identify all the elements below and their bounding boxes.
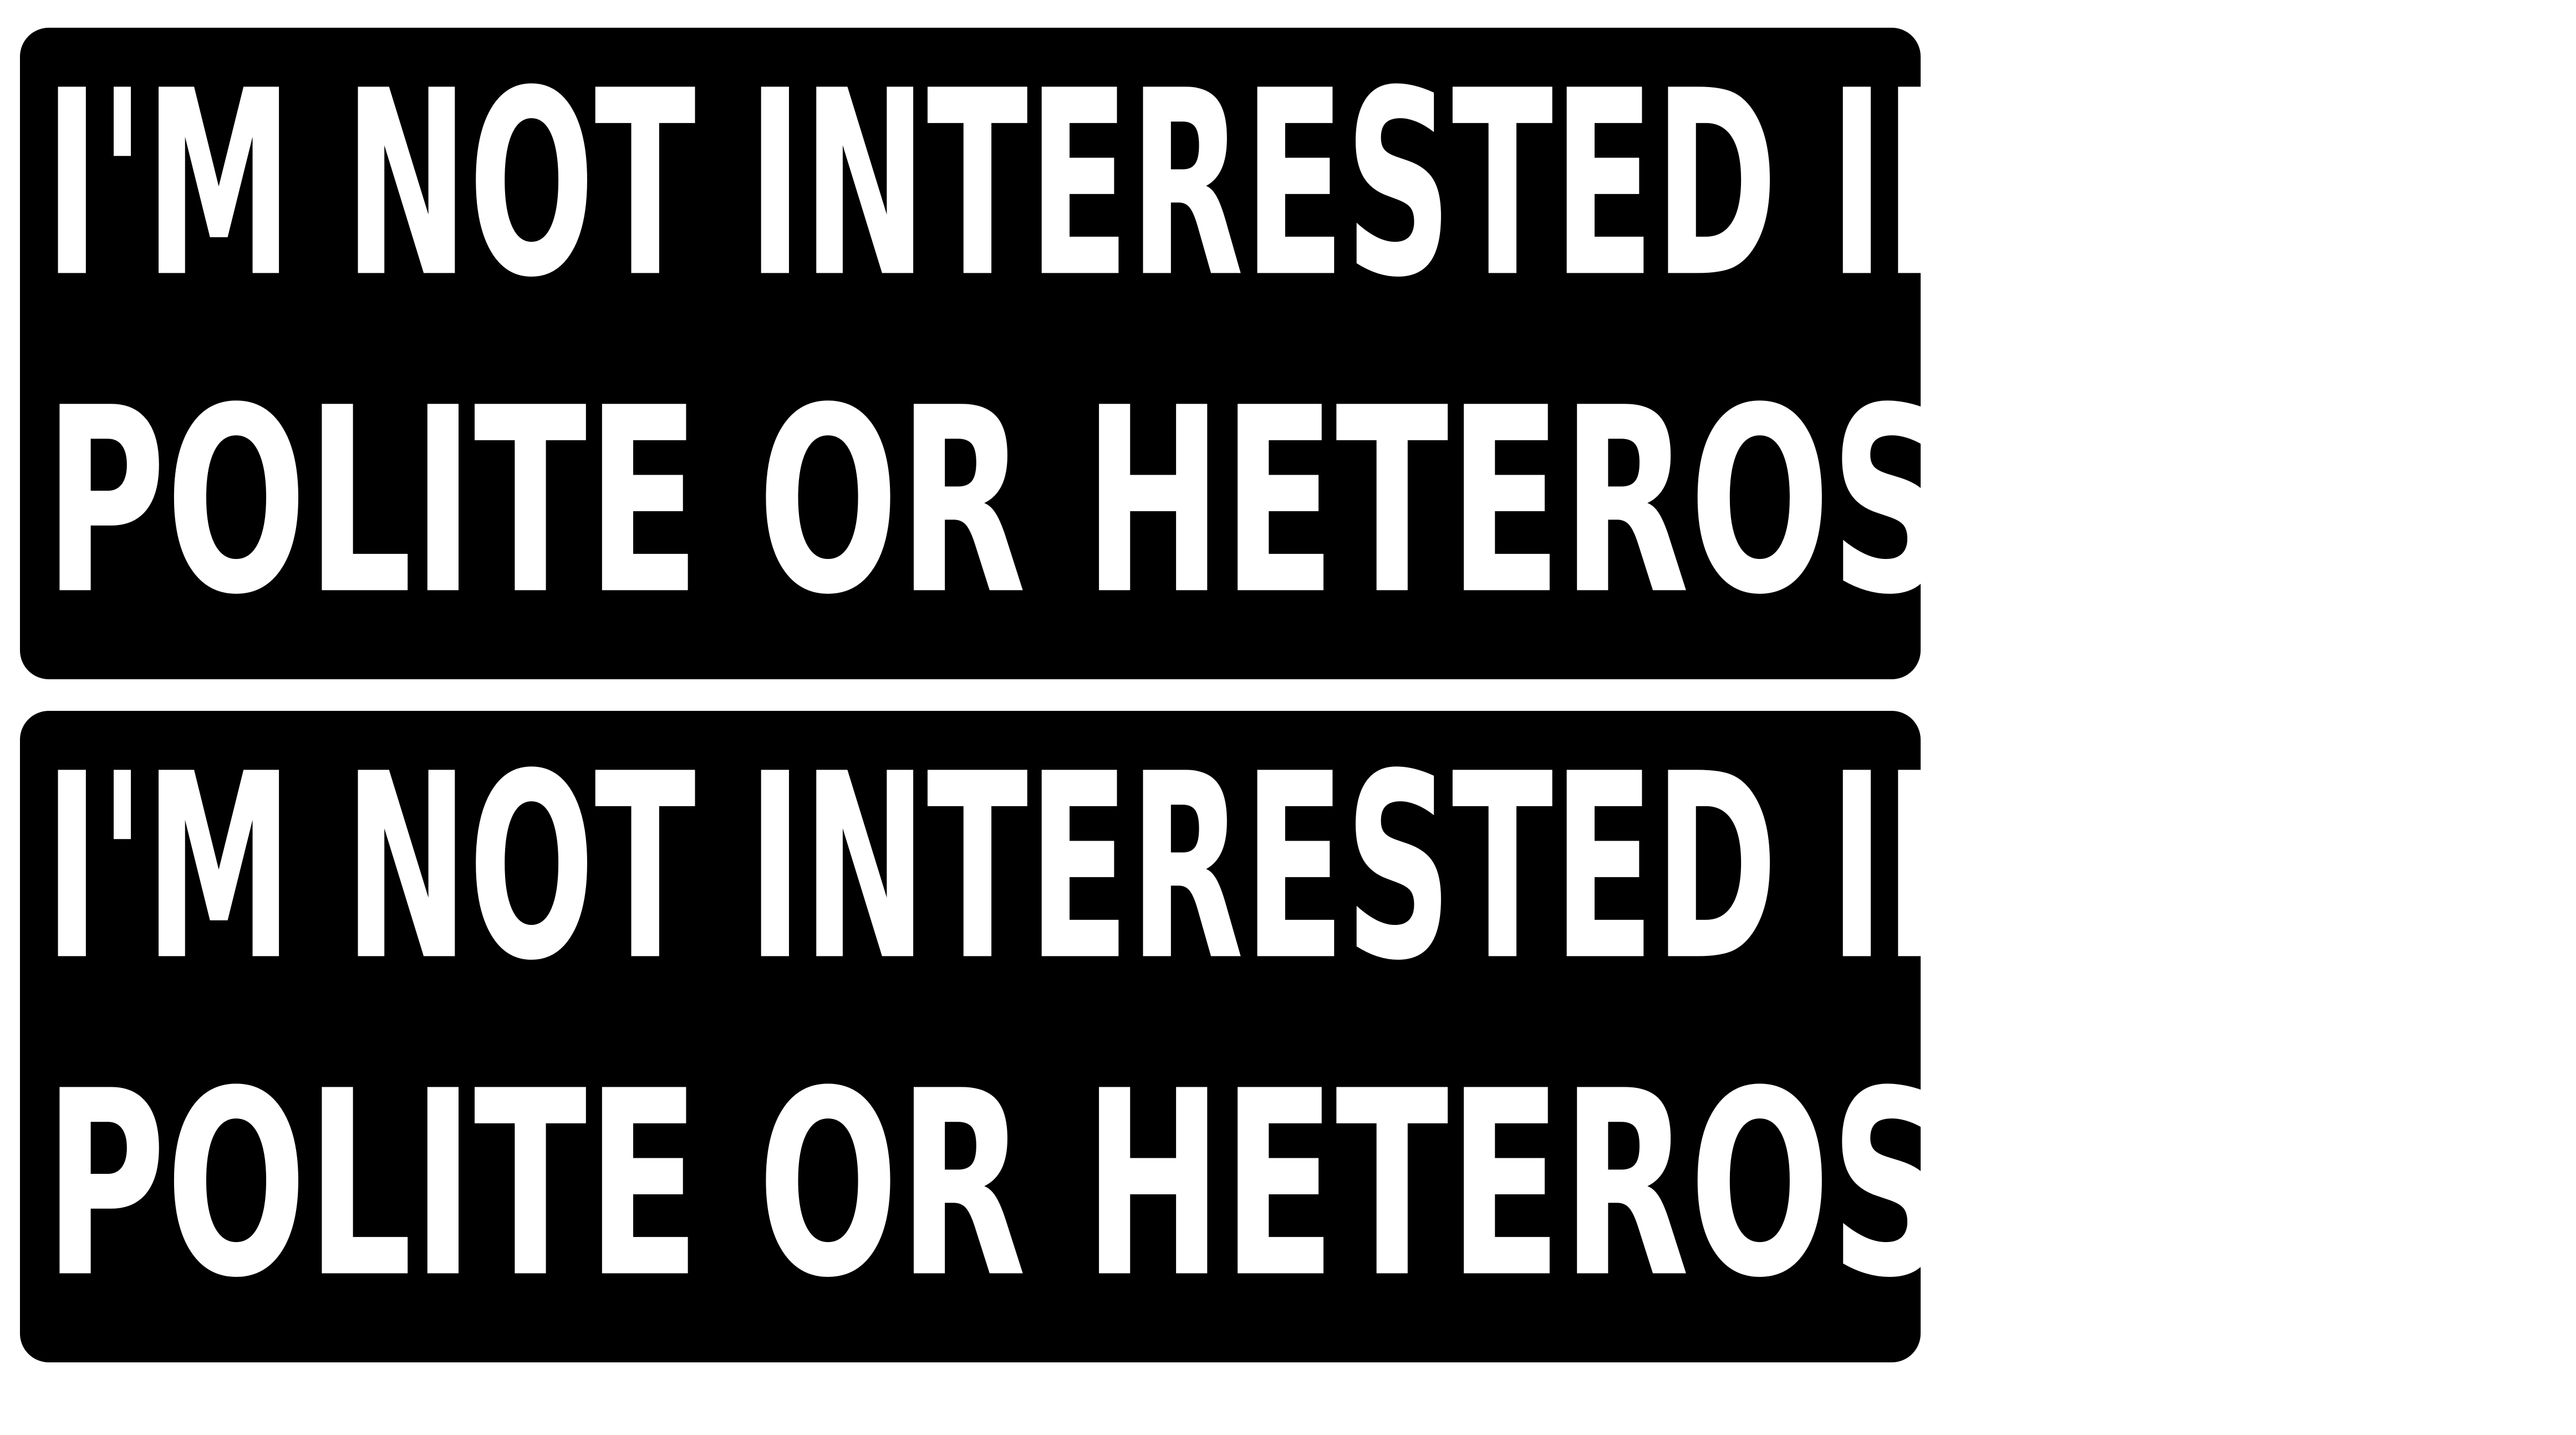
sticker-top-line-2 — [44, 353, 2554, 651]
sticker-top-line-1-text: I'M NOT INTERESTED IN BEING — [44, 35, 2576, 334]
sticker-top — [20, 28, 2576, 679]
sticker-bottom — [20, 711, 2576, 1362]
sticker-bottom-line-1-text: I'M NOT INTERESTED IN BEING — [44, 719, 2576, 1017]
sticker-top-line-2-text: POLITE OR HETEROSEXUAL — [44, 353, 2554, 651]
sticker-bottom-line-2 — [44, 1036, 2554, 1334]
sticker-bottom-line-2-text: POLITE OR HETEROSEXUAL — [44, 1036, 2554, 1334]
